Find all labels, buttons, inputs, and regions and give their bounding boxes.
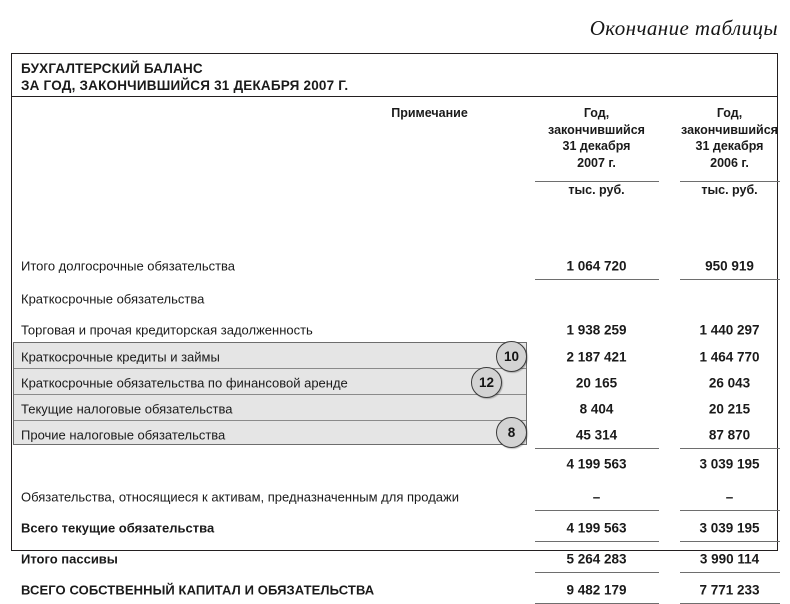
- row-value-2007: 4 199 563: [566, 520, 627, 535]
- row-value-2007: 45 314: [575, 427, 618, 442]
- row-value-2006: –: [725, 489, 734, 504]
- row-value-2006: 1 464 770: [699, 349, 760, 364]
- year-2006-line-3: 31 декабря: [695, 139, 764, 153]
- row-label: Обязательства, относящиеся к активам, предназначенным для продажи: [21, 489, 459, 504]
- row-value-2006: 26 043: [708, 375, 751, 390]
- row-label: Краткосрочные кредиты и займы: [21, 349, 220, 364]
- row-value-2007: 2 187 421: [566, 349, 627, 364]
- table-row: [12, 395, 777, 422]
- note-badge-12[interactable]: 12: [471, 367, 502, 398]
- row-value-2006: 1 440 297: [699, 322, 760, 337]
- year-2006-line-4: 2006 г.: [710, 155, 749, 170]
- row-label: Итого пассивы: [21, 551, 118, 566]
- page-caption: Окончание таблицы: [589, 16, 778, 40]
- row-value-2007: 8 404: [579, 401, 614, 416]
- row-value-2006: 87 870: [708, 427, 751, 442]
- column-header-year-2007: [525, 105, 668, 171]
- row-value-2007: 5 264 283: [566, 551, 627, 566]
- table-row: [12, 343, 777, 370]
- row-value-2007: 4 199 563: [566, 456, 627, 471]
- statement-title-line-2: ЗА ГОД, ЗАКОНЧИВШИЙСЯ 31 ДЕКАБРЯ 2007 Г.: [21, 78, 349, 93]
- row-label: Краткосрочные обязательства по финансовой аренде: [21, 375, 348, 390]
- row-value-2006: 20 215: [708, 401, 751, 416]
- table-row: [12, 285, 777, 312]
- row-label: Прочие налоговые обязательства: [21, 427, 226, 442]
- table-row: [12, 421, 777, 448]
- table-row: [12, 252, 777, 279]
- unit-rule-2006: [680, 181, 780, 182]
- year-2006-line-1: Год,: [716, 106, 743, 120]
- unit-label-2006: тыс. руб.: [701, 183, 758, 197]
- row-value-2007: 1 064 720: [566, 258, 627, 273]
- row-value-2007: 9 482 179: [566, 582, 627, 597]
- value-rule: [535, 541, 659, 542]
- balance-sheet-table: [11, 53, 778, 597]
- row-value-2006: 7 771 233: [699, 582, 760, 597]
- row-value-2006: 950 919: [705, 258, 754, 273]
- unit-label-2007: тыс. руб.: [568, 183, 625, 197]
- table-row: [12, 514, 777, 541]
- row-label: ВСЕГО СОБСТВЕННЫЙ КАПИТАЛ И ОБЯЗАТЕЛЬСТВА: [21, 582, 375, 597]
- row-value-2007: –: [592, 489, 601, 504]
- row-value-2006: 3 039 195: [699, 456, 760, 471]
- note-badge-10[interactable]: 10: [496, 341, 527, 372]
- value-rule: [535, 279, 659, 280]
- value-rule: [680, 541, 780, 542]
- value-rule: [535, 448, 659, 449]
- note-badge-8[interactable]: 8: [496, 417, 527, 448]
- value-rule: [535, 510, 659, 511]
- row-label: Всего текущие обязательства: [21, 520, 215, 535]
- statement-title-block: [12, 54, 777, 97]
- column-header-year-2006: [670, 105, 789, 171]
- table-row-grand-total: [12, 576, 777, 603]
- statement-title-line-1: БУХГАЛТЕРСКИЙ БАЛАНС: [21, 61, 203, 76]
- row-value-2007: 1 938 259: [566, 322, 627, 337]
- row-label: Итого долгосрочные обязательства: [21, 258, 236, 273]
- row-label: Краткосрочные обязательства: [21, 291, 205, 306]
- value-rule: [680, 572, 780, 573]
- table-body: [12, 192, 777, 597]
- value-rule: [680, 448, 780, 449]
- table-row: [12, 369, 777, 396]
- year-2007-line-1: Год,: [583, 106, 610, 120]
- value-rule: [680, 279, 780, 280]
- year-2007-line-2: закончившийся: [548, 122, 645, 137]
- table-row: [12, 483, 777, 510]
- row-label: Текущие налоговые обязательства: [21, 401, 233, 416]
- table-row-subtotal: [12, 450, 777, 477]
- column-header-note: [342, 105, 517, 122]
- table-row: [12, 316, 777, 343]
- column-header-row: [12, 97, 778, 197]
- column-header-note-line-1: Примечание: [391, 106, 468, 120]
- row-value-2006: 3 990 114: [699, 551, 760, 566]
- table-row: [12, 545, 777, 572]
- value-rule: [680, 510, 780, 511]
- year-2006-line-2: закончившийся: [681, 122, 778, 137]
- year-2007-line-3: 31 декабря: [562, 139, 631, 153]
- year-2007-line-4: 2007 г.: [577, 155, 616, 170]
- unit-rule-2007: [535, 181, 659, 182]
- row-value-2006: 3 039 195: [699, 520, 760, 535]
- value-rule: [535, 572, 659, 573]
- row-label: Торговая и прочая кредиторская задолженность: [21, 322, 313, 337]
- row-value-2007: 20 165: [575, 375, 618, 390]
